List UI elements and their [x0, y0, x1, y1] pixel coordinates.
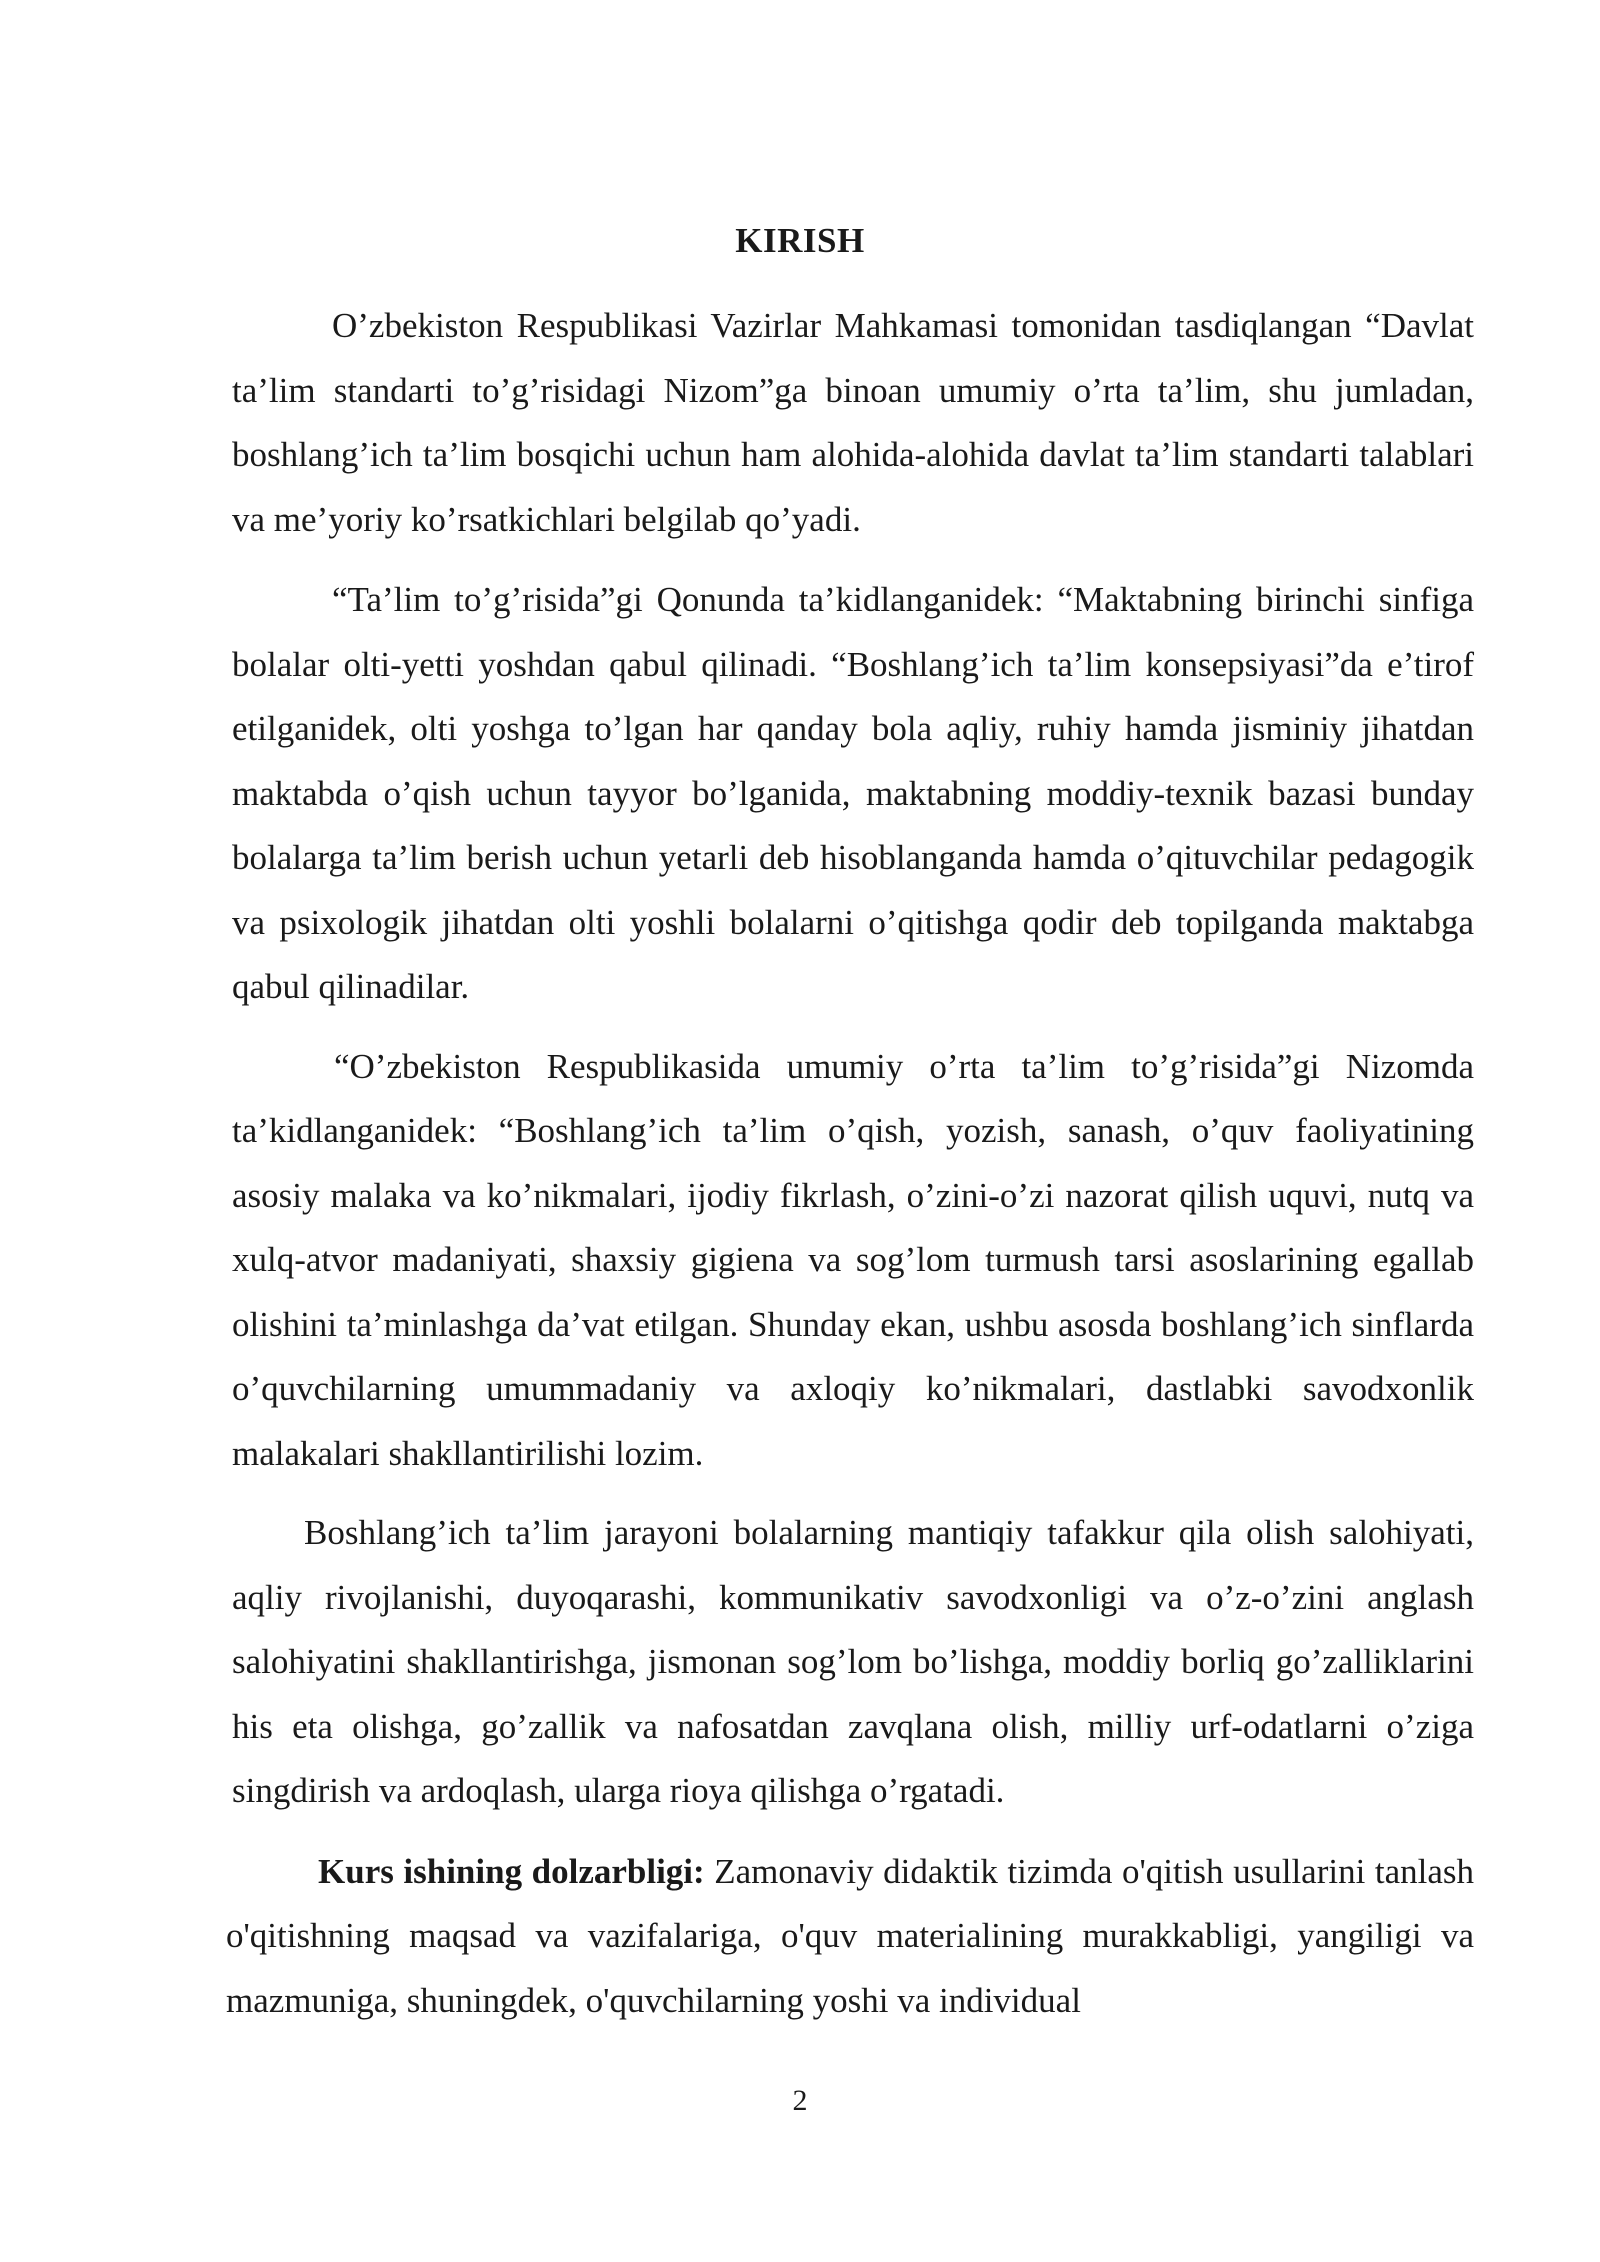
page-number: 2: [792, 2084, 808, 2117]
page-title: KIRISH: [735, 221, 865, 260]
section-lead-heading: Kurs ishining dolzarbligi:: [318, 1851, 705, 1891]
paragraph-3: “O’zbekiston Respublikasida umumiy o’rta ta’lim to’g’risida”gi Nizomda ta’kidlanganidek: “Boshlang’ich ta’lim o’qish, yozish, sanash, o’quv faoliyatining asosiy malaka va ko’nikmalari, ijodiy fikrlash, o’zini-o’zi nazorat qilish uquvi, nutq va xulq-atvor madaniyati, shaxsiy gigiena va sog’lom turmush tarsi asoslarining egallab olishini ta’minlashga da’vat etilgan. Shunday ekan, ushbu asosda boshlang’ich sinflarda o’quvchilarning umummadaniy va axloqiy ko’nikmalari, dastlabki savodxonlik malakalari shakllantirilishi lozim.: [232, 1046, 1474, 1473]
paragraph-1: O’zbekiston Respublikasi Vazirlar Mahkamasi tomonidan tasdiqlangan “Davlat ta’lim standarti to’g’risidagi Nizom”ga binoan umumiy o’rta ta’lim, shu jumladan, boshlang’ich ta’lim bosqichi uchun ham alohida-alohida davlat ta’lim standarti talablari va me’yoriy ko’rsatkichlari belgilab qo’yadi.: [232, 306, 1474, 539]
paragraph-5: [226, 1840, 1474, 2034]
paragraph-4: Boshlang’ich ta’lim jarayoni bolalarning mantiqiy tafakkur qila olish salohiyati, aqliy rivojlanishi, duyoqarashi, kommunikativ savodxonligi va o’z-o’zini anglash salohiyatini shakllantirishga, jismonan sog’lom bo’lishga, moddiy borliq go’zalliklarini his eta olishga, go’zallik va nafosatdan zavqlana olish, milliy urf-odatlarni o’ziga singdirish va ardoqlash, ularga rioya qilishga o’rgatadi.: [232, 1513, 1474, 1810]
paragraph-2: “Ta’lim to’g’risida”gi Qonunda ta’kidlanganidek: “Maktabning birinchi sinfiga bolalar olti-yetti yoshdan qabul qilinadi. “Boshlang’ich ta’lim konsepsiyasi”da e’tirof etilganidek, olti yoshga to’lgan har qanday bola aqliy, ruhiy hamda jisminiy jihatdan maktabda o’qish uchun tayyor bo’lganida, maktabning moddiy-texnik bazasi bunday bolalarga ta’lim berish uchun yetarli deb hisoblanganda hamda o’qituvchilar pedagogik va psixologik jihatdan olti yoshli bolalarni o’qitishga qodir deb topilganda maktabga qabul qilinadilar.: [232, 580, 1474, 1006]
paragraph-5-text: Zamonaviy didaktik tizimda o'qitish usullarini tanlash o'qitishning maqsad va vazifalariga, o'quv materialining murakkabligi, yangiligi va mazmuniga, shuningdek, o'quvchilarning yoshi va individual: [226, 1851, 1474, 2020]
body-text: [226, 294, 1474, 2033]
